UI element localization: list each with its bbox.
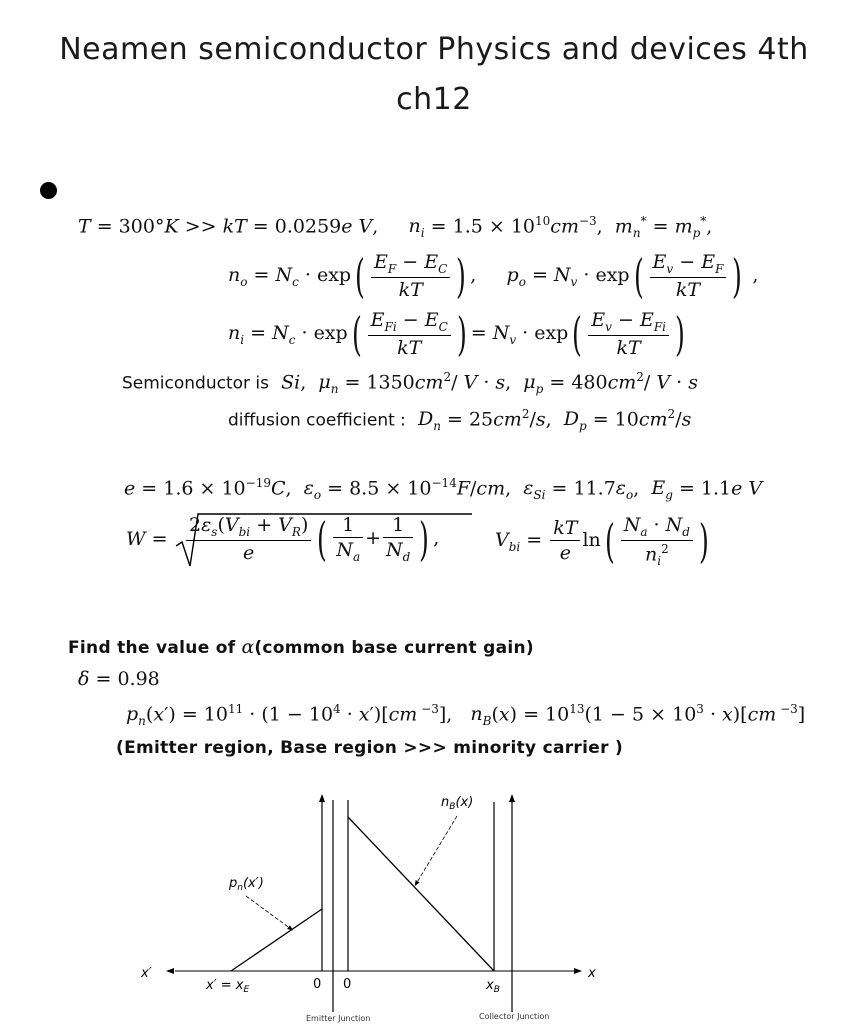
- find-label: Find the value of: [68, 638, 236, 658]
- x-prime-eq-label: $x' = x_E$: [206, 978, 250, 995]
- zero-right-label: 0: [343, 977, 352, 992]
- find-rest: (common base current gain): [254, 638, 534, 658]
- nb-pointer-arrow: [416, 816, 457, 884]
- nb-profile-line: [348, 817, 494, 971]
- zero-left-label: 0: [313, 977, 322, 992]
- xb-label: $x_B$: [486, 978, 500, 995]
- constants-line: $e = 1.6 \times 10^{-19}C$, $\varepsilon_o = 8.5 \times 10^{-14}F/cm$, $\varepsilon_{Si} = 11.7\varepsilon_o$, $E_g = 1.1e$ V: [124, 476, 763, 503]
- depletion-width-radicand: $\frac{2\varepsilon_s(V_{bi} + V_R)}{e}$ ( $\frac{1}{N_a}$ + $\frac{1}{N_d}$ ) ,: [184, 514, 439, 564]
- collector-axis-arrow-icon: [509, 794, 515, 802]
- minority-carrier-note: (Emitter region, Base region >>> minority carrier ): [116, 738, 624, 758]
- nb-label: $n_B(x)$: [441, 795, 474, 812]
- pn-label: $p_n(x')$: [229, 876, 264, 893]
- intrinsic-concentration-equation: $n_i = N_c \cdot \exp$( $\frac{E_{Fi} - E_C}{kT}$ ) = $N_v \cdot \exp$( $\frac{E_v - E_{Fi}}{kT}$ ): [228, 306, 685, 361]
- emitter-axis-arrow-icon: [319, 794, 325, 802]
- collector-junction-label: Collector Junction: [479, 1012, 550, 1021]
- delta-value: δ = 0.98: [78, 668, 160, 690]
- x-arrow-icon: [574, 968, 582, 974]
- emitter-junction-label: Emitter Junction: [306, 1014, 371, 1023]
- alpha-symbol: α: [241, 636, 255, 658]
- page-title-line-2: ch12: [396, 82, 472, 117]
- page-title-line-1: Neamen semiconductor Physics and devices 4th: [59, 32, 809, 67]
- x-prime-axis-label: x′: [141, 966, 152, 981]
- given-conditions-line: T = 300°K >> kT = 0.0259e V, $n_i = 1.5 \times 10^{10}cm^{-3}$, $m_n^* = m_p^*$,: [78, 214, 713, 241]
- mobility-line: Semiconductor is Si, $\mu_n = 1350cm^2/$ V · s, $\mu_p = 480cm^2/$ V · s: [122, 370, 698, 397]
- depletion-width-equation: W =: [126, 512, 474, 568]
- equilibrium-concentration-equations: $n_o = N_c \cdot \exp$( $\frac{E_F - E_C}{kT}$ ) , $p_o = N_v \cdot \exp$( $\frac{E_v - E_F}{kT}$ ) ,: [228, 248, 759, 303]
- semiconductor-label: Semiconductor is: [122, 373, 270, 394]
- built-in-potential-equation: $V_{bi}$ = $\frac{kT}{e}$ ln( $\frac{N_a \cdot N_d}{n_i^2}$ ): [495, 513, 709, 568]
- diffusion-label: diffusion coefficient :: [228, 410, 406, 431]
- bullet-point: [40, 182, 57, 199]
- diffusion-line: diffusion coefficient : $D_n = 25cm^2/s$, $D_p = 10cm^2/s$: [228, 407, 692, 434]
- problem-statement: [68, 636, 534, 658]
- minority-carrier-diagram: [130, 785, 610, 1025]
- x-prime-arrow-icon: [166, 968, 174, 974]
- x-axis-label: x: [588, 966, 596, 981]
- carrier-profile-equations: $p_n(x') = 10^{11} \cdot (1 - 10^4 \cdot x')[cm$ $^{-3}$], $n_B(x) = 10^{13}(1 - 5 \times 10^3 \cdot x)[cm$ $^{-3}$]: [126, 702, 806, 729]
- pn-pointer-arrow: [246, 896, 291, 929]
